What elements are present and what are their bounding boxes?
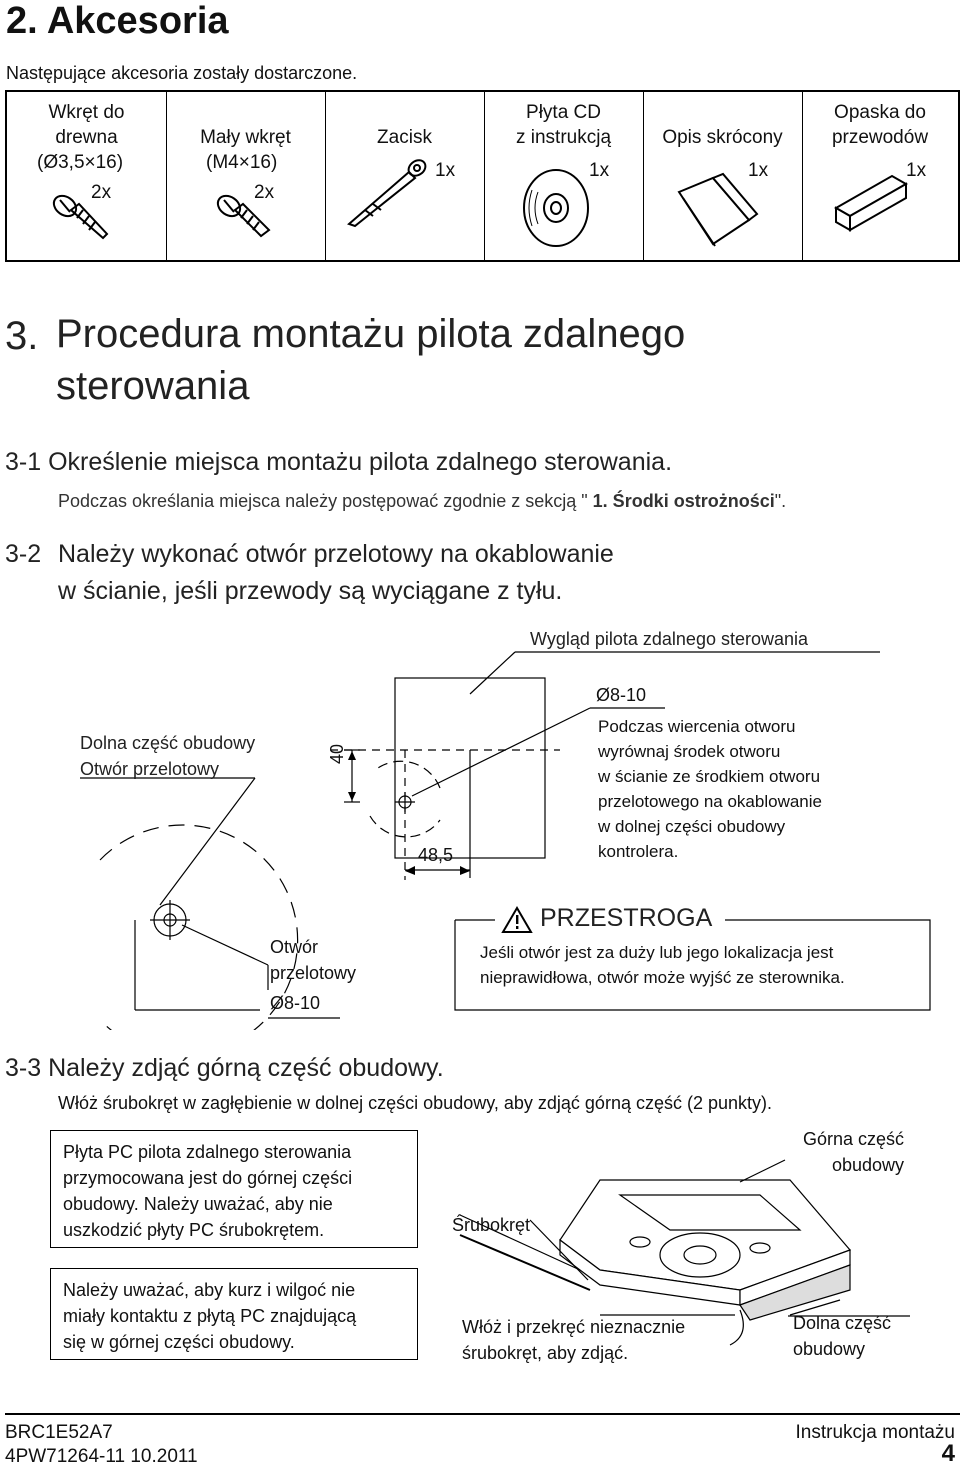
accessory-name-line1: Opaska do	[834, 102, 926, 123]
cd-icon	[514, 162, 594, 252]
accessory-small-screw	[166, 92, 325, 260]
warning-icon	[503, 908, 531, 932]
accessory-wood-screw	[7, 92, 166, 260]
cable-tie-icon	[832, 172, 922, 232]
accessory-qty: 2x	[254, 182, 275, 203]
section-title-line1: Procedura montażu pilota zdalnego	[56, 312, 686, 356]
label-upper-case: Górna część obudowy	[802, 1129, 904, 1175]
footer-page-number: 4	[941, 1440, 955, 1467]
footer-title: Instrukcja montażu	[795, 1422, 955, 1443]
hole-label-2: przelotowy	[270, 963, 357, 983]
accessory-qty: 2x	[91, 182, 112, 203]
accessory-name-line2: z instrukcją	[515, 127, 612, 148]
step-3-2-title-line1: Należy wykonać otwór przelotowy na okablowanie	[58, 540, 614, 568]
accessory-name-line2: przewodów	[831, 127, 929, 148]
accessory-name-line2: Mały wkręt	[200, 127, 291, 148]
step-3-1-title: 3-1 Określenie miejsca montażu pilota zdalnego sterowania.	[5, 448, 673, 476]
accessory-name-line2: Opis skrócony	[662, 127, 783, 148]
dimension-hole-diameter: Ø8-10	[596, 685, 647, 705]
accessory-cd	[484, 92, 643, 260]
accessory-qty: 1x	[435, 160, 456, 181]
accessory-clamp	[325, 92, 484, 260]
accessory-name-line2: drewna	[55, 127, 118, 148]
accessory-cable-tie	[802, 92, 958, 260]
step-3-3-title: 3-3 Należy zdjąć górną część obudowy.	[5, 1054, 444, 1082]
label-lower-case-bottom: Dolna część obudowy	[793, 1313, 892, 1359]
dimension-40: 40	[327, 743, 347, 764]
footer-model: BRC1E52A7	[5, 1422, 113, 1443]
section-title-line2: sterowania	[56, 364, 250, 408]
section-title-accessories: 2. Akcesoria	[6, 0, 229, 42]
pcb-warning-box: Płyta PC pilota zdalnego sterowania przymocowana jest do górnej części obudowy. Należy uważać, aby nie uszkodzić płyty PC śrubokrętem.	[50, 1130, 418, 1248]
dust-warning-box: Należy uważać, aby kurz i wilgoć nie miały kontaktu z płytą PC znajdującą się w górnej części obudowy.	[50, 1268, 418, 1360]
booklet-icon	[673, 170, 763, 250]
section-number: 3.	[5, 314, 39, 358]
hole-label-3: Ø8-10	[270, 993, 321, 1013]
wood-screw-icon	[47, 192, 117, 242]
footer-document: 4PW71264-11 10.2011	[5, 1446, 198, 1467]
step-3-1-text: Podczas określania miejsca należy postępować zgodnie z sekcją " 1. Środki ostrożności".	[58, 491, 787, 511]
label-through-hole: Otwór przelotowy	[80, 759, 220, 779]
accessory-qty: 1x	[906, 160, 927, 181]
accessories-table	[5, 90, 960, 262]
accessory-name-line1: Wkręt do	[48, 102, 125, 123]
accessory-qty: 1x	[748, 160, 769, 181]
accessories-intro: Następujące akcesoria zostały dostarczone.	[6, 63, 358, 83]
step-3-3-text: Włóż śrubokręt w zagłębienie w dolnej części obudowy, aby zdjąć górną część (2 punkty).	[58, 1093, 773, 1113]
label-remote-appearance: Wygląd pilota zdalnego sterowania	[530, 629, 809, 649]
label-insert-screwdriver: Włóż i przekręć nieznacznie śrubokręt, aby zdjąć.	[462, 1317, 686, 1363]
accessory-name-line2: Zacisk	[377, 127, 432, 148]
drill-note: Podczas wiercenia otworu wyrównaj środek otworu w ścianie ze środkiem otworu przelotowego na okablowanie w dolnej części obudowy kontrolera.	[598, 717, 822, 861]
small-screw-icon	[211, 192, 281, 242]
caution-text: Jeśli otwór jest za duży lub jego lokalizacja jest nieprawidłowa, otwór może wyjść ze sterownika.	[480, 943, 845, 987]
label-lower-case: Dolna część obudowy	[80, 733, 256, 753]
accessory-name-line1: Płyta CD	[526, 102, 601, 123]
hole-label-1: Otwór	[270, 937, 319, 957]
dimension-48-5: 48,5	[418, 845, 454, 865]
accessory-spec: (Ø3,5×16)	[37, 152, 124, 173]
step-3-2-number: 3-2	[5, 540, 42, 568]
step-3-2-title-line2: w ścianie, jeśli przewody są wyciągane z tyłu.	[58, 577, 563, 605]
caution-title: PRZESTROGA	[540, 904, 713, 932]
accessory-qty: 1x	[589, 160, 610, 181]
accessory-booklet	[643, 92, 802, 260]
label-screwdriver: Śrubokręt	[452, 1215, 531, 1235]
footer-divider	[5, 1413, 960, 1415]
clamp-icon	[345, 154, 435, 234]
accessory-spec: (M4×16)	[206, 152, 278, 173]
